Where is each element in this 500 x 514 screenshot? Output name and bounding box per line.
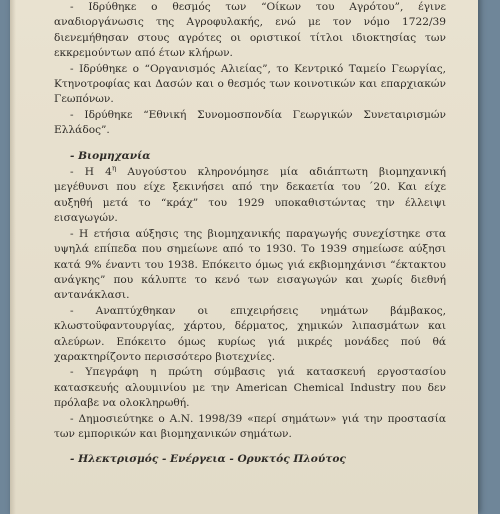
section-heading-industry: - Βιομηχανία xyxy=(70,149,151,162)
paragraph-trademark-law: - Δημοσιεύτηκε ο Α.Ν. 1998/39 «περί σημάτων» γιά την προστασία των εμπορικών και βιομηχανικών σημάτων. xyxy=(54,412,446,440)
paragraph-oikoi-agrotou: - Ιδρύθηκε ο θεσμός των “Οίκων του Αγρότου”, έγινε αναδιοργάνωσις της Αγροφυλακής, ενώ με τον νόμο 1722/39 διενεμήθησαν στους αγρότες οι οριστικοί τίτλοι ιδιοκτησίας των εκκρεμούντων από έτων κλήρων. xyxy=(54,1,446,60)
page-spine-shadow xyxy=(10,0,16,514)
paragraph-organismos-alieias: - Ιδρύθηκε ο “Οργανισμός Αλιείας”, το Κεντρικό Ταμείο Γεωργίας, Κτηνοτροφίας και Δασών και ο θεσμός των κοινοτικών και επαρχιακών Γεωπόνων. xyxy=(54,62,446,106)
book-page xyxy=(10,0,478,514)
section-heading-electricity: - Ηλεκτρισμός - Ενέργεια - Ορυκτός Πλούτος xyxy=(70,453,346,466)
paragraph-production-rate: - Η ετήσια αύξησις της βιομηχανικής παραγωγής συνεχίστηκε στα υψηλά επίπεδα που σημείωνε από το 1930. Το 1939 σημείωσε αύξησι κατά 9% έναντι του 1938. Επόκειτο όμως γιά εκβιομηχάνισι “έκτακτου ανάγκης” που κάλυπτε το κενό των εισαγωγών και χωρίς διεθνή αντανάκλασι. xyxy=(54,227,446,302)
paragraph-enterprises: - Αναπτύχθηκαν οι επιχειρήσεις νημάτων βάμβακος, κλωστοϋφαντουργίας, χάρτου, δέρματος, χημικών λιπασμάτων και αλεύρων. Επόκειτο όμως κυρίως γιά μικρές μονάδες πού θά χαρακτηρίζοντο περισσότερο βιοτεχνίες. xyxy=(54,304,446,363)
paragraph-synomospondia: - Ιδρύθηκε “Εθνική Συνομοσπονδία Γεωργικών Συνεταιρισμών Ελλάδος”. xyxy=(54,108,446,137)
ordinal-fourth-prefix: - Η 4 xyxy=(70,166,112,179)
paragraph-aluminium-contract: - Υπεγράφη η πρώτη σύμβασις γιά κατασκευή εργοστασίου κατασκευής αλουμινίου με την American Chemical Industry που δεν πρόλαβε να ολοκληρωθή. xyxy=(54,366,446,410)
ordinal-superscript: η xyxy=(111,164,117,173)
page-text xyxy=(54,0,446,469)
paragraph-industrial-growth-text: Αυγούστου κληρονόμησε μία αδιάπτωτη βιομηχανική μεγέθυνσι που είχε ξεκινήσει από την δεκαετία του ΄20. Και είχε αυξηθή μετά το “κράχ” του 1929 υποκαθιστώντας την έλλειψι εισαγωγών. xyxy=(54,166,446,225)
paragraph-industrial-growth xyxy=(54,165,446,227)
